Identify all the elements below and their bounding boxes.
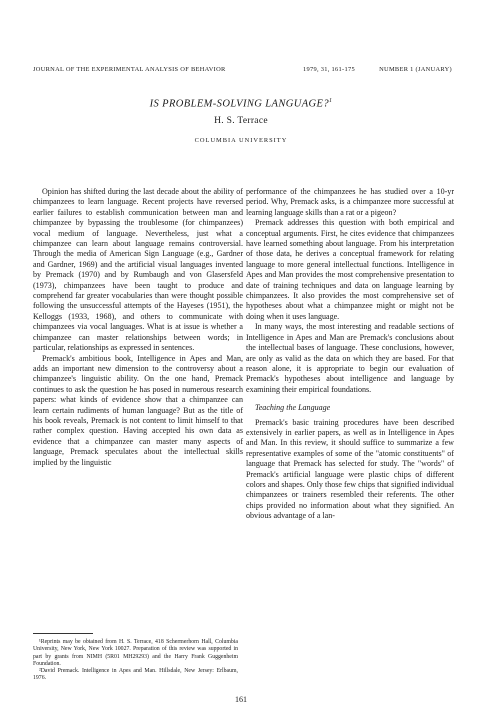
page-number: 161 bbox=[235, 695, 247, 704]
journal-name: JOURNAL OF THE EXPERIMENTAL ANALYSIS OF BEHAVIOR bbox=[33, 66, 226, 73]
volume-info: 1979, 31, 161-175 bbox=[303, 66, 355, 73]
paragraph: Premack's basic training procedures have been described extensively in earlier papers, as well as in Intelligence in Apes and Man. In this review, it should suffice to summarize a few representative examples of some of the "atomic constituents" of language that Premack has selected for study. The "words" of Premack's artificial language were plastic chips of different colors and shapes. Only those few chips that signified individual chimpanzees or trainers resembled their referents. The other chips provided no information about what they signified. An obvious advantage of a lan- bbox=[246, 417, 454, 521]
paragraph: In many ways, the most interesting and readable sections of Intelligence in Apes and Man are Premack's conclusions about the intellectual bases of language. These conclusions, however, are only as valid as the data on which they are based. For that reason alone, it is appropriate to begin our evaluation of Premack's hypotheses about intelligence and language by examining their empirical foundations. bbox=[246, 322, 454, 394]
title-footnote-mark: 1 bbox=[328, 98, 333, 104]
paragraph: Premack addresses this question with both empirical and conceptual arguments. First, he cites evidence that chimpanzees have learned something about language. From his interpretation of those data, he derives a conceptual framework for relating language to more general intellectual functions. Intelligence in Apes and Man provides the most comprehensive presentation to date of training techniques and data on language learning by chimpanzees. It also provides the most comprehensive set of hypotheses about what a chimpanzee might or might not be doing when it uses language. bbox=[246, 218, 454, 321]
footnotes bbox=[33, 633, 238, 683]
paragraph: Premack's ambitious book, Intelligence in Apes and Man, adds an important new dimension to the controversy about a chimpanzee's linguistic ability. On the one hand, Premack continues to ask the question he has posed in numerous research papers: what kinds of evidence show that a chimpanzee can learn certain rudiments of human language? But as the title of his book reveals, Premack is not content to limit himself to that rather complex question. Having accepted his own data as evidence that a chimpanzee can master many aspects of language, Premack speculates about the intellectual skills implied by the linguistic bbox=[33, 353, 243, 467]
footnote: ²David Premack. Intelligence in Apes and Man. Hillsdale, New Jersey: Erlbaum, 1976. bbox=[33, 668, 238, 682]
author-name: H. S. Terrace bbox=[214, 116, 268, 126]
paragraph: Opinion has shifted during the last decade about the ability of chimpanzees to learn language. Recent projects have reversed earlier failures to establish communication between man and chimpanzee by bypassing the troublesome (for chimpanzees) vocal medium of language. Nevertheless, just what a chimpanzee can learn about language remains controversial. Through the media of American Sign Language (e.g., Gardner and Gardner, 1969) and the artificial visual languages invented by Premack (1970) and by Rumbaugh and von Glasersfeld (1973), chimpanzees have been taught to produce and comprehend far greater vocabularies than were thought possible following the unsuccessful attempts of the Hayeses (1951), the Kelloggs (1933, 1968), and others to communicate with chimpanzees via vocal languages. What is at issue is whether a chimpanzee can master relationships between words; in particular, relationships as expressed in sentences. bbox=[33, 187, 243, 353]
right-column bbox=[246, 187, 454, 522]
footnote: ¹Reprints may be obtained from H. S. Terrace, 418 Schermerhorn Hall, Columbia University, New York, New York 10027. Preparation of this review was supported in part by grants from NIMH (5R01 MH29293) and the Harry Frank Guggenheim Foundation. bbox=[33, 639, 238, 667]
issue-number: NUMBER 1 (JANUARY) bbox=[379, 66, 452, 73]
paragraph: performance of the chimpanzees he has studied over a 10-yr period. Why, Premack asks, is a chimpanzee more successful at learning language skills than a rat or a pigeon? bbox=[246, 187, 454, 217]
running-head bbox=[33, 66, 452, 78]
footnote-rule bbox=[33, 633, 93, 634]
article-title bbox=[0, 98, 482, 110]
affiliation: COLUMBIA UNIVERSITY bbox=[194, 137, 288, 144]
left-column bbox=[33, 187, 243, 468]
title-text: IS PROBLEM-SOLVING LANGUAGE? bbox=[149, 98, 329, 110]
section-heading: Teaching the Language bbox=[255, 403, 331, 413]
